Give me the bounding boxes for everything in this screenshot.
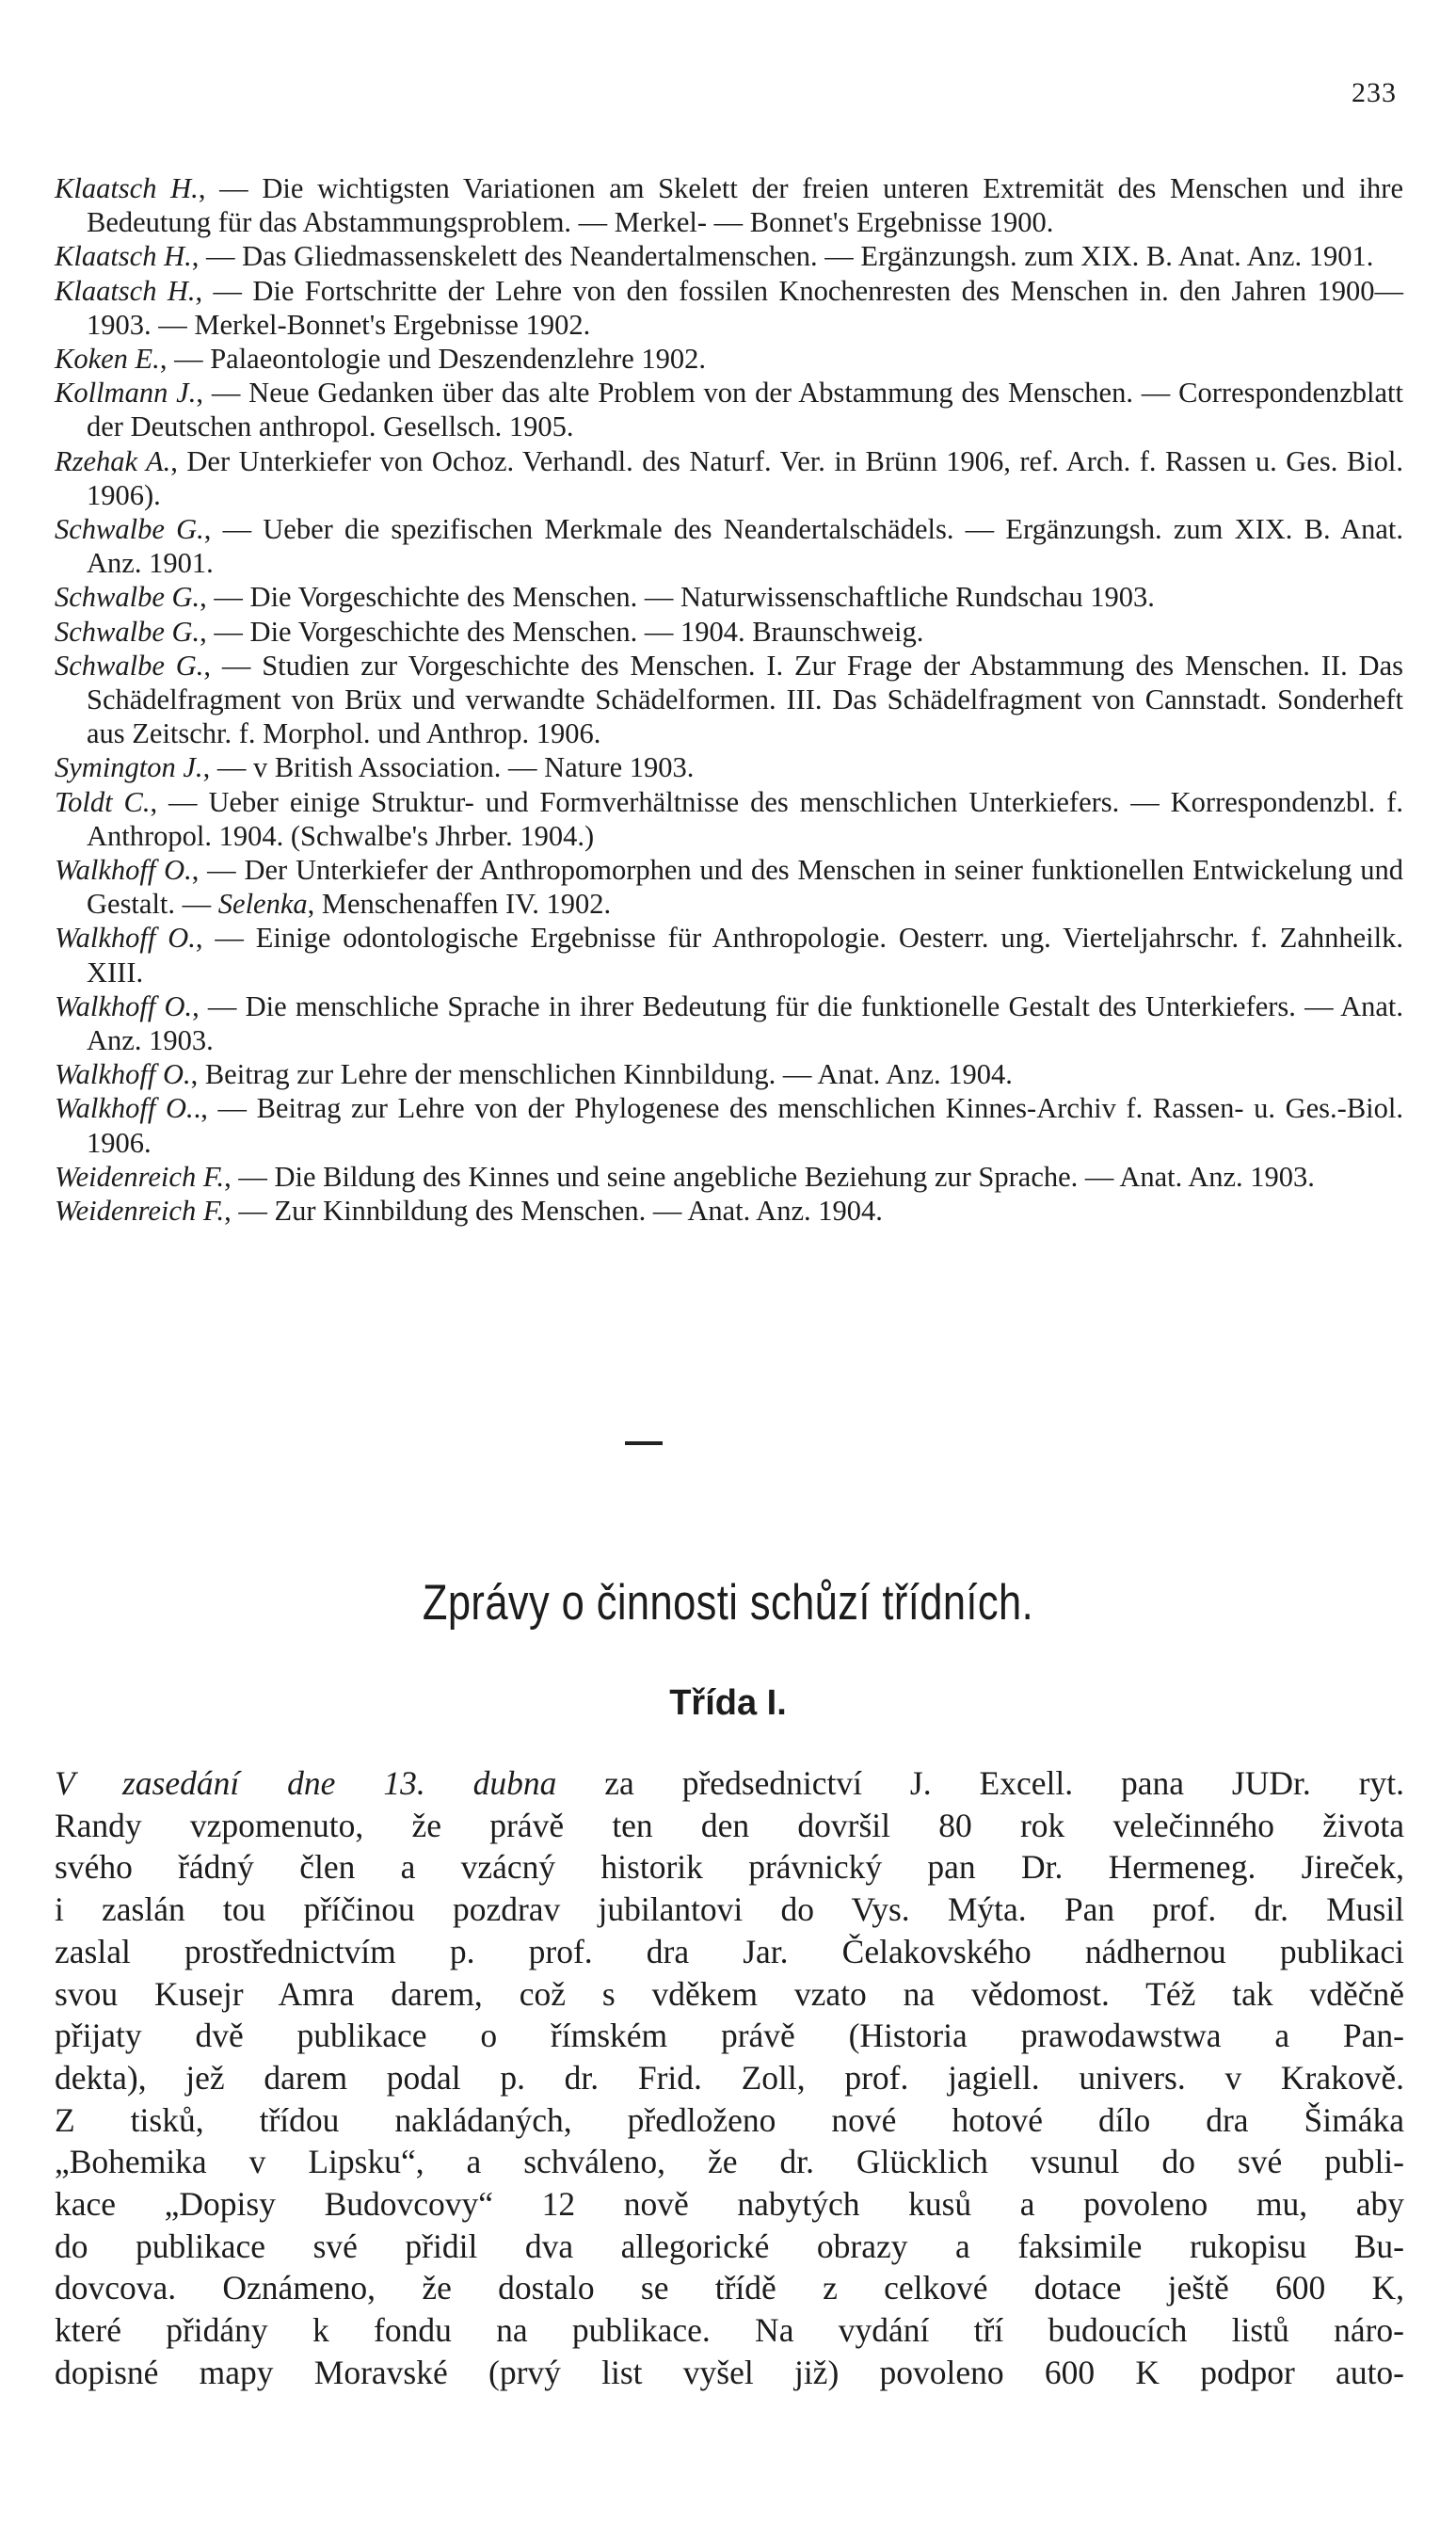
body-line: kace „Dopisy Budovcovy“ 12 nově nabytých kusů a povoleno mu, aby (55, 2185, 1404, 2224)
section-separator (625, 1441, 663, 1445)
reference-author: Walkhoff O. (55, 1058, 191, 1091)
reference-text: , — Studien zur Vorgeschichte des Menschen. I. Zur Frage der Abstammung des Menschen. II. Das Schädelfragment von Brüx und verwandte Schädelformen. III. Das Schädelfragment von Cannstadt. Sonderheft aus Zeitschr. f. Morphol. und Anthrop. 1906. (87, 649, 1403, 750)
reference-author: Weidenreich F. (55, 1195, 225, 1228)
reference-entry (55, 989, 1403, 1057)
reference-text: , — Einige odontologische Ergebnisse für Anthropologie. Oesterr. ung. Vierteljahrschr. f. Zahnheilk. XIII. (87, 922, 1403, 989)
body-line: svého řádný člen a vzácný historik právnický pan Dr. Hermeneg. Jireček, (55, 1848, 1404, 1887)
reference-entry (55, 1160, 1403, 1194)
reference-text: , — Die wichtigsten Variationen am Skelett der freien unteren Extremität des Menschen und ihre Bedeutung für das Abstammungsproblem. — Merkel- — Bonnet's Ergebnisse 1900. (87, 172, 1403, 239)
reference-entry (55, 342, 1403, 376)
reference-text: , — Ueber die spezifischen Merkmale des Neandertalschädels. — Ergänzungsh. zum XIX. B. Anat. Anz. 1901. (87, 513, 1403, 580)
reference-text-after: , Menschenaffen IV. 1902. (307, 888, 612, 921)
reference-entry (55, 444, 1403, 512)
reference-text: , — Die Vorgeschichte des Menschen. — 1904. Braunschweig. (200, 615, 924, 648)
body-line: i zaslán tou příčinou pozdrav jubilantovi do Vys. Mýta. Pan prof. dr. Musil (55, 1890, 1404, 1929)
reference-text: , — v British Association. — Nature 1903. (202, 751, 695, 784)
reference-italic-inline: Selenka (217, 888, 308, 921)
reference-text: , — Die Vorgeschichte des Menschen. — Naturwissenschaftliche Rundschau 1903. (200, 581, 1155, 614)
reference-text: , — Das Gliedmassenskelett des Neandertalmenschen. — Ergänzungsh. zum XIX. B. Anat. Anz. 1901. (191, 240, 1374, 273)
body-line: „Bohemika v Lipsku“, a schváleno, že dr. Glücklich vsunul do své publi- (55, 2143, 1404, 2181)
body-line: svou Kusejr Amra darem, což s vděkem vzato na vědomost. Též tak vděčně (55, 1974, 1404, 2013)
reference-text: , — Die Bildung des Kinnes und seine angebliche Beziehung zur Sprache. — Anat. Anz. 1903. (224, 1160, 1315, 1193)
reference-text: , Beitrag zur Lehre der menschlichen Kinnbildung. — Anat. Anz. 1904. (190, 1058, 1013, 1091)
body-lead: V zasedání dne 13. dubna (55, 1764, 557, 1802)
reference-text: , — Die menschliche Sprache in ihrer Bedeutung für die funktionelle Gestalt des Unterkiefers. — Anat. Anz. 1903. (87, 989, 1403, 1057)
body-line: Randy vzpomenuto, že právě ten den dovršil 80 rok velečinného života (55, 1806, 1404, 1844)
section-title: Zprávy o činnosti schůzí třídních. (422, 1575, 1034, 1631)
reference-author: Schwalbe G. (55, 513, 204, 546)
bibliography (55, 171, 1403, 1228)
body-line: které přidány k fondu na publikace. Na vydání tří budoucích listů náro- (55, 2311, 1404, 2350)
body-line: zaslal prostřednictvím p. prof. dra Jar. Čelakovského nádhernou publikaci (55, 1932, 1404, 1970)
reference-entry (55, 853, 1403, 921)
body-line (55, 1762, 1404, 1805)
reference-author: Weidenreich F. (55, 1160, 225, 1193)
reference-text: , — Neue Gedanken über das alte Problem von der Abstammung des Menschen. — Correspondenzblatt der Deutschen anthropol. Gesellsch. 1905. (87, 377, 1404, 443)
body-line: dekta), jež darem podal p. dr. Frid. Zoll, prof. jagiell. univers. v Krakově. (55, 2058, 1404, 2097)
reference-text: , Der Unterkiefer von Ochoz. Verhandl. des Naturf. Ver. in Brünn 1906, ref. Arch. f. Rassen u. Ges. Biol. 1906). (87, 444, 1403, 511)
reference-author: Toldt C. (55, 785, 151, 818)
reference-author: Koken E. (55, 343, 160, 376)
reference-entry (55, 1091, 1403, 1159)
reference-text: , — Ueber einige Struktur- und Formverhältnisse des menschlichen Unterkiefers. — Korrespondenzbl. f. Anthropol. 1904. (Schwalbe's Jhrber. 1904.) (87, 785, 1403, 852)
reference-entry (55, 1194, 1403, 1228)
reference-entry (55, 615, 1403, 649)
reference-author: Kollmann J. (55, 377, 197, 410)
reference-entry (55, 649, 1403, 751)
reference-author: Schwalbe G. (55, 581, 200, 614)
body-line: přijaty dvě publikace o římském právě (Historia prawodawstwa a Pan- (55, 2017, 1404, 2055)
reference-entry (55, 171, 1403, 239)
reference-text: , — Zur Kinnbildung des Menschen. — Anat. Anz. 1904. (224, 1195, 883, 1228)
reference-author: Walkhoff O. (55, 1092, 194, 1125)
reference-text: , — Palaeontologie und Deszendenzlehre 1902. (159, 343, 706, 376)
body-line: dopisné mapy Moravské (prvý list vyšel již) povoleno 600 K podpor auto- (55, 2353, 1404, 2391)
reference-author: Walkhoff O. (55, 922, 196, 955)
reference-entry (55, 512, 1403, 580)
reference-author: Klaatsch H. (55, 172, 199, 204)
reference-author: Rzehak A. (55, 444, 171, 477)
class-title: Třída I. (669, 1683, 787, 1723)
reference-author: Walkhoff O. (55, 989, 193, 1022)
reference-text: , — Der Unterkiefer der Anthropomorphen und des Menschen in seiner funktionellen Entwickelung und Gestalt. — (87, 854, 1403, 921)
reference-author: Schwalbe G. (55, 649, 204, 682)
reference-text: , — Die Fortschritte der Lehre von den fossilen Knochenresten des Menschen in. den Jahren 1900—1903. — Merkel-Bonnet's Ergebnisse 1902. (87, 274, 1403, 341)
reference-entry (55, 921, 1403, 989)
reference-author: Klaatsch H. (55, 240, 192, 273)
minutes-text (55, 1762, 1404, 2394)
body-line: dovcova. Oznámeno, že dostalo se třídě z celkové dotace ještě 600 K, (55, 2269, 1404, 2307)
reference-entry (55, 376, 1403, 443)
reference-author: Walkhoff O. (55, 854, 192, 887)
reference-entry (55, 580, 1403, 614)
body-line-text: za předsednictví J. Excell. pana JUDr. ryt. (556, 1764, 1404, 1802)
reference-author: Symington J. (55, 751, 203, 784)
reference-author: Schwalbe G. (55, 615, 200, 648)
reference-text: ., — Beitrag zur Lehre von der Phylogenese des menschlichen Kinnes-Archiv f. Rassen- u. Ges.-Biol. 1906. (87, 1092, 1403, 1159)
body-line: do publikace své přidil dva allegorické obrazy a faksimile rukopisu Bu- (55, 2227, 1404, 2265)
body-line: Z tisků, třídou nakládaných, předloženo nové hotové dílo dra Šimáka (55, 2100, 1404, 2139)
reference-entry (55, 750, 1403, 784)
reference-author: Klaatsch H. (55, 274, 196, 307)
reference-entry (55, 1057, 1403, 1091)
reference-entry (55, 239, 1403, 273)
page-number: 233 (1352, 77, 1397, 108)
reference-entry (55, 274, 1403, 342)
reference-entry (55, 785, 1403, 853)
